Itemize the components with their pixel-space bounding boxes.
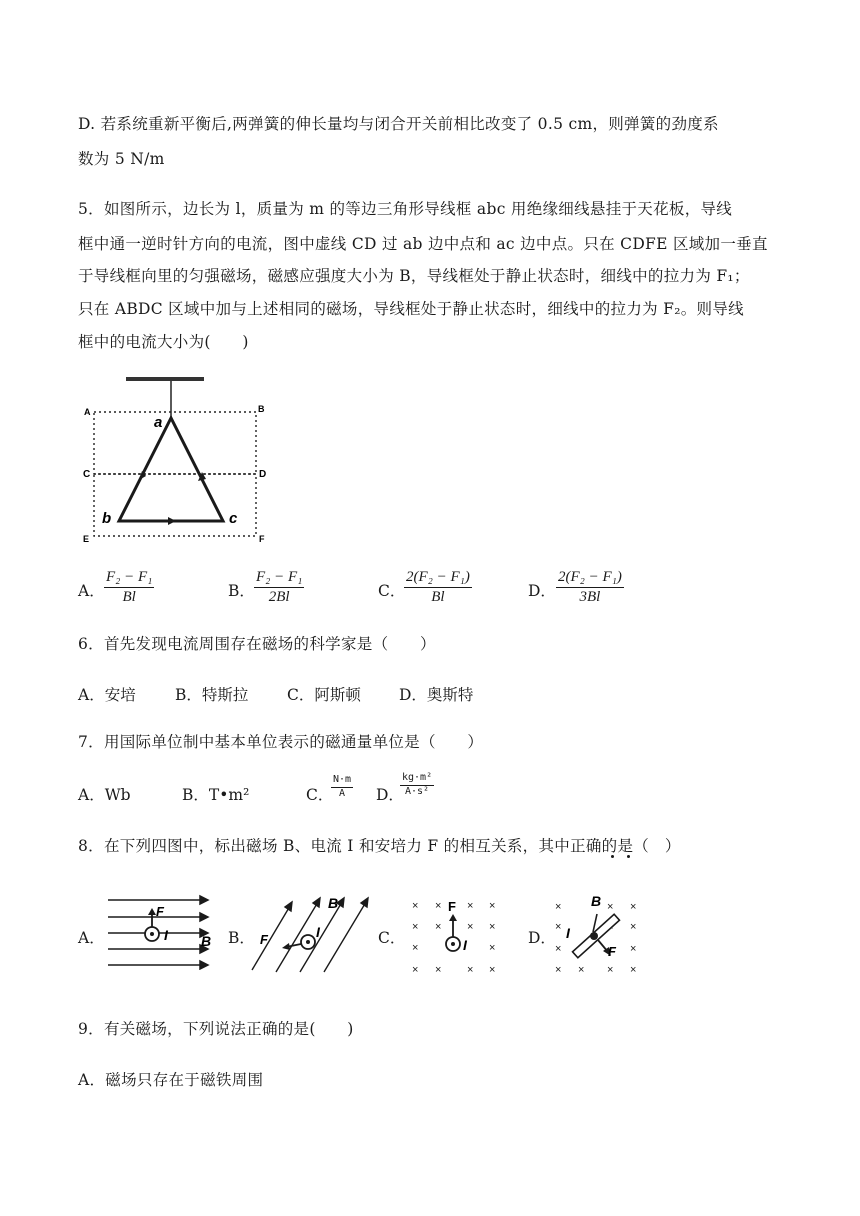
label-I: I (164, 927, 168, 943)
svg-text:×: × (578, 964, 585, 976)
q9-option-a: A．磁场只存在于磁铁周围 (78, 1071, 264, 1089)
q5-option-d-numerator: 2(F₂ − F₁) (556, 569, 624, 588)
emphasis-dot (627, 855, 630, 858)
label-B: B (201, 933, 212, 949)
label-B: B (591, 893, 602, 909)
q8-figure-a (104, 890, 220, 970)
q5-option-b-denominator: 2Bl (268, 589, 290, 605)
svg-text:×: × (489, 900, 496, 912)
label-a: a (154, 414, 163, 431)
label-I: I (463, 937, 467, 953)
q7-option-c-denominator: A (339, 788, 346, 799)
q5-option-c-numerator: 2(F₂ − F₁) (404, 569, 472, 588)
q8-figure-d (550, 892, 650, 978)
q8-option-b-letter: B． (228, 929, 255, 947)
label-B: B (258, 404, 265, 414)
q5-stem-line3: 于导线框向里的匀强磁场，磁感应强度大小为 B，导线框处于静止状态时，细线中的拉力为 F₁； (78, 267, 750, 285)
q6-option-a: A．安培 (78, 686, 136, 704)
q6-option-b: B．特斯拉 (175, 686, 249, 704)
label-B: B (328, 895, 339, 911)
q5-option-d-denominator: 3Bl (579, 589, 601, 605)
label-b: b (102, 510, 112, 527)
q8-figure-b (248, 892, 378, 974)
q5-option-c-letter: C． (378, 582, 406, 600)
svg-text:×: × (435, 964, 442, 976)
q5-stem-line1: 5．如图所示，边长为 l，质量为 m 的等边三角形导线框 abc 用绝缘细线悬挂于天花板，导线 (78, 200, 733, 218)
q5-option-a-numerator: F₂ − F₁ (104, 569, 154, 588)
q7-option-d-numerator: kg·m² (400, 772, 434, 786)
label-E: E (83, 534, 90, 544)
label-C: C (83, 469, 91, 480)
q6-stem: 6．首先发现电流周围存在磁场的科学家是（ ） (78, 635, 436, 653)
svg-text:×: × (412, 900, 419, 912)
label-D: D (259, 469, 267, 480)
arrow-bc (168, 517, 176, 525)
q7-option-c-numerator: N·m (331, 774, 353, 788)
label-F: F (259, 534, 265, 544)
q7-option-a: A．Wb (78, 786, 131, 804)
q8-option-a-letter: A． (78, 929, 105, 947)
svg-text:×: × (489, 964, 496, 976)
svg-text:×: × (412, 942, 419, 954)
q5-option-b-letter: B． (228, 582, 255, 600)
svg-text:×: × (607, 964, 614, 976)
svg-text:×: × (467, 900, 474, 912)
q5-stem-line2: 框中通一逆时针方向的电流，图中虚线 CD 过 ab 边中点和 ac 边中点。只在 CDFE 区域加一垂直 (78, 235, 768, 253)
svg-text:×: × (630, 964, 637, 976)
label-c: c (229, 510, 238, 527)
svg-text:×: × (467, 964, 474, 976)
q5-stem-line5: 框中的电流大小为( ) (78, 333, 249, 351)
q7-option-d-letter: D． (376, 786, 404, 804)
label-F: F (448, 899, 456, 914)
q5-option-d-fraction (556, 569, 624, 606)
q7-option-c-fraction (331, 774, 353, 800)
label-F: F (156, 904, 164, 919)
dashed-region-abdc (94, 412, 256, 474)
svg-text:×: × (607, 901, 614, 913)
q7-option-c-letter: C． (306, 786, 334, 804)
triangle-abc (119, 418, 223, 521)
emphasis-dot (611, 855, 614, 858)
label-A: A (84, 407, 91, 417)
svg-text:×: × (412, 964, 419, 976)
svg-text:×: × (435, 921, 442, 933)
q8-option-d-letter: D． (528, 929, 556, 947)
q4-option-d-line1: D. 若系统重新平衡后,两弹簧的伸长量均与闭合开关前相比改变了 0.5 cm，则弹簧的劲度系 (78, 115, 719, 133)
q7-option-d-fraction (400, 772, 434, 798)
label-I: I (316, 924, 320, 940)
q5-option-a-fraction (104, 569, 154, 606)
q5-option-a-letter: A． (78, 582, 105, 600)
ceiling (126, 377, 204, 381)
svg-text:×: × (630, 901, 637, 913)
svg-text:×: × (630, 943, 637, 955)
q7-option-d-denominator: A·s² (405, 786, 430, 797)
q7-stem: 7．用国际单位制中基本单位表示的磁通量单位是（ ） (78, 733, 484, 751)
q5-option-c-denominator: Bl (431, 589, 445, 605)
svg-text:×: × (555, 901, 562, 913)
q4-option-d-line2: 数为 5 N/m (78, 150, 165, 168)
q5-option-b-numerator: F₂ − F₁ (254, 569, 304, 588)
q6-option-d: D．奥斯特 (399, 686, 474, 704)
svg-text:×: × (412, 921, 419, 933)
q8-figure-c (402, 894, 507, 976)
svg-text:×: × (489, 921, 496, 933)
svg-text:×: × (489, 942, 496, 954)
q5-stem-line4: 只在 ABDC 区域中加与上述相同的磁场，导线框处于静止状态时，细线中的拉力为 F₂。则导线 (78, 300, 744, 318)
q5-option-b-fraction (254, 569, 304, 606)
q6-option-c: C．阿斯顿 (287, 686, 361, 704)
svg-text:×: × (467, 921, 474, 933)
q9-stem: 9．有关磁场，下列说法正确的是( ) (78, 1020, 354, 1038)
q7-option-b: B．T•m² (182, 786, 250, 804)
svg-text:×: × (435, 900, 442, 912)
label-F: F (260, 932, 268, 947)
q5-option-c-fraction (404, 569, 472, 606)
svg-text:×: × (630, 921, 637, 933)
label-F: F (608, 944, 616, 959)
label-I: I (566, 925, 570, 941)
svg-text:×: × (555, 921, 562, 933)
q5-triangle-frame-figure (72, 370, 282, 545)
svg-text:×: × (555, 964, 562, 976)
q5-option-a-denominator: Bl (122, 589, 136, 605)
q5-option-d-letter: D． (528, 582, 556, 600)
svg-text:×: × (555, 943, 562, 955)
q8-stem: 8．在下列四图中，标出磁场 B、电流 I 和安培力 F 的相互关系，其中正确的是（ ） (78, 837, 681, 855)
q8-option-c-letter: C． (378, 929, 406, 947)
